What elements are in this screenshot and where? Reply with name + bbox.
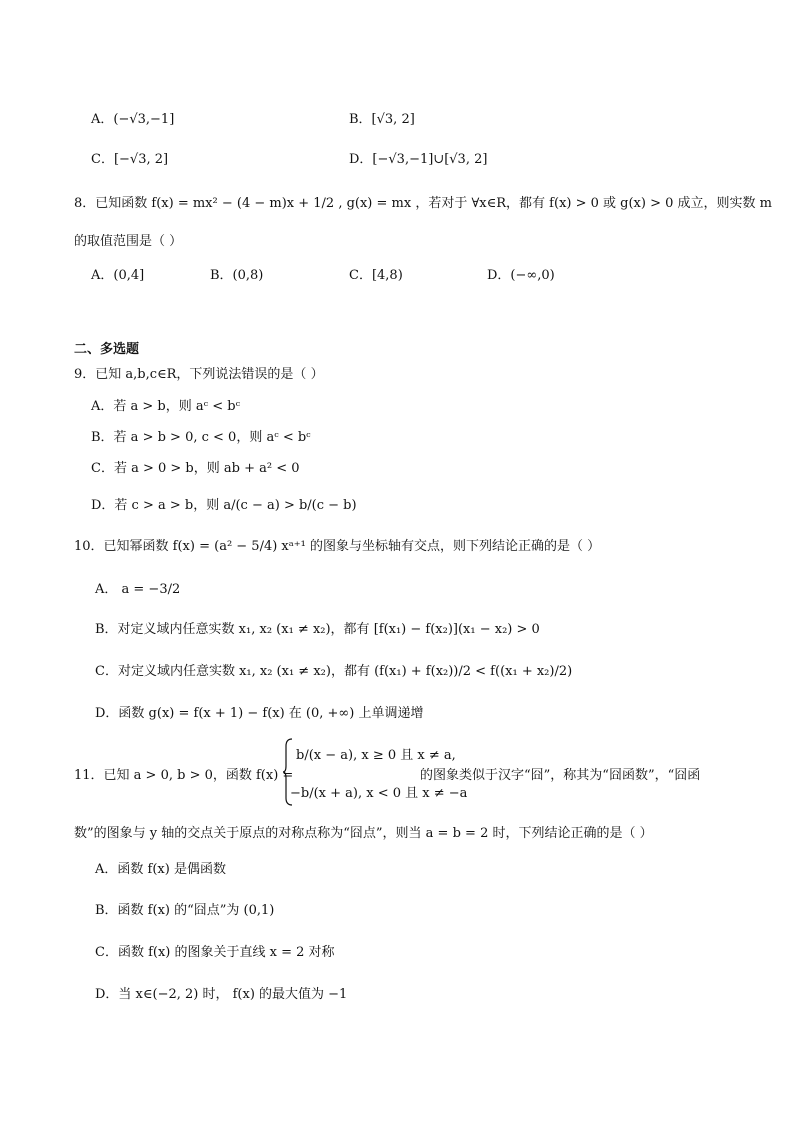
q11-option-b: B．函数 f(x) 的“囧点”为 (0,1): [95, 903, 275, 918]
q8-option-c: C．[4,8): [349, 268, 403, 283]
q8-option-d: D．(−∞,0): [487, 268, 555, 283]
q10-option-c: C．对定义域内任意实数 x₁, x₂ (x₁ ≠ x₂)，都有 (f(x₁) + f(x₂))/2 < f((x₁ + x₂)/2): [95, 664, 573, 679]
q9-option-b: B．若 a > b > 0, c < 0，则 aᶜ < bᶜ: [91, 430, 311, 445]
q9-option-c: C．若 a > 0 > b，则 ab + a² < 0: [91, 461, 300, 476]
q11-option-a: A．函数 f(x) 是偶函数: [95, 862, 226, 877]
q8-option-a: A．(0,4]: [91, 268, 145, 283]
q11-stem-line2: 数”的图象与 y 轴的交点关于原点的对称点称为“囧点”，则当 a = b = 2 时，下列结论正确的是（ ）: [74, 826, 653, 841]
q7-option-b: B．[√3, 2]: [349, 112, 415, 127]
q11-stem-lead: 11．已知 a > 0, b > 0，函数 f(x) =: [74, 768, 294, 783]
q8-stem-line1: 8．已知函数 f(x) = mx² − (4 − m)x + 1/2 , g(x) = mx ，若对于 ∀x∈R，都有 f(x) > 0 或 g(x) > 0 成立，则实数 m: [74, 196, 772, 211]
q7-option-c: C．[−√3, 2]: [91, 152, 169, 167]
q7-option-d: D．[−√3,−1]∪[√3, 2]: [349, 152, 488, 167]
q9-option-d: D．若 c > a > b，则 a/(c − a) > b/(c − b): [91, 498, 357, 513]
q10-option-d: D．函数 g(x) = f(x + 1) − f(x) 在 (0, +∞) 上单调递增: [95, 706, 424, 721]
q8-option-b: B．(0,8): [210, 268, 264, 283]
q9-stem: 9．已知 a,b,c∈R，下列说法错误的是（ ）: [74, 367, 324, 382]
q10-option-b: B．对定义域内任意实数 x₁, x₂ (x₁ ≠ x₂)，都有 [f(x₁) − f(x₂)](x₁ − x₂) > 0: [95, 622, 540, 637]
q11-case2: −b/(x + a), x < 0 且 x ≠ −a: [290, 786, 468, 801]
q11-option-c: C．函数 f(x) 的图象关于直线 x = 2 对称: [95, 945, 335, 960]
q11-stem-tail: 的图象类似于汉字“囧”，称其为“囧函数”，“囧函: [420, 768, 701, 783]
q9-option-a: A．若 a > b，则 aᶜ < bᶜ: [91, 399, 241, 414]
q11-case1: b/(x − a), x ≥ 0 且 x ≠ a,: [296, 748, 456, 763]
q7-option-a: A．(−√3,−1]: [91, 112, 175, 127]
section-title-multi-choice: 二、多选题: [74, 342, 140, 357]
q10-stem: 10．已知幂函数 f(x) = (a² − 5/4) xᵃ⁺¹ 的图象与坐标轴有交点，则下列结论正确的是（ ）: [74, 539, 601, 554]
q10-option-a: A． a = −3/2: [95, 582, 181, 597]
q11-option-d: D．当 x∈(−2, 2) 时， f(x) 的最大值为 −1: [95, 987, 348, 1002]
q8-stem-line2: 的取值范围是（ ）: [74, 234, 183, 249]
